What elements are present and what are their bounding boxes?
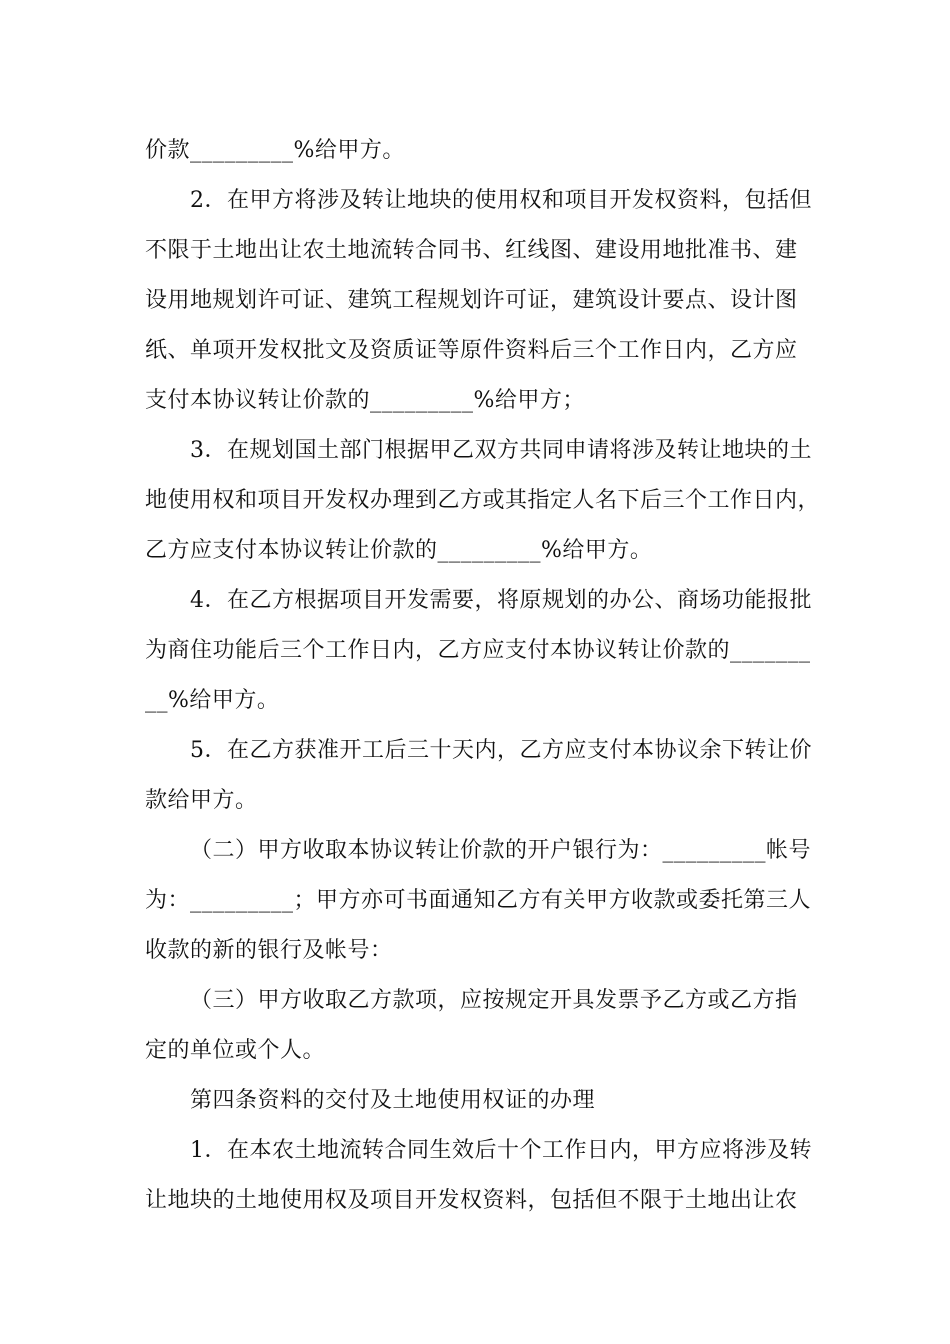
text-line: 款给甲方。 [145,788,258,813]
text-line: 收款的新的银行及帐号： [145,938,393,963]
text-line: __%给甲方。 [145,688,280,713]
text-line: 2．在甲方将涉及转让地块的使用权和项目开发权资料，包括但 [190,188,812,213]
text-line: 让地块的土地使用权及项目开发权资料，包括但不限于土地出让农 [145,1188,798,1213]
text-line: 5．在乙方获准开工后三十天内，乙方应支付本协议余下转让价 [190,738,812,763]
text-line: 地使用权和项目开发权办理到乙方或其指定人名下后三个工作日内， [145,488,821,513]
text-line: 定的单位或个人。 [145,1038,326,1063]
text-line: 为：_________；甲方亦可书面通知乙方有关甲方收款或委托第三人 [145,888,812,913]
text-line: 价款_________%给甲方。 [145,138,405,163]
text-line: 4．在乙方根据项目开发需要，将原规划的办公、商场功能报批 [190,588,812,613]
text-line: 1．在本农土地流转合同生效后十个工作日内，甲方应将涉及转 [190,1138,812,1163]
text-line: （三）甲方收取乙方款项，应按规定开具发票予乙方或乙方指 [190,988,798,1013]
section-heading: 第四条资料的交付及土地使用权证的办理 [190,1088,596,1113]
text-line: 纸、单项开发权批文及资质证等原件资料后三个工作日内，乙方应 [145,338,798,363]
text-line: 不限于土地出让农土地流转合同书、红线图、建设用地批准书、建 [145,238,798,263]
text-line: 乙方应支付本协议转让价款的_________%给甲方。 [145,538,653,563]
text-line: 为商住功能后三个工作日内，乙方应支付本协议转让价款的_______ [145,638,811,663]
text-line: 支付本协议转让价款的_________%给甲方； [145,388,585,413]
text-line: 3．在规划国土部门根据甲乙双方共同申请将涉及转让地块的土 [190,438,812,463]
text-line: （二）甲方收取本协议转让价款的开户银行为：_________帐号 [190,838,812,863]
text-line: 设用地规划许可证、建筑工程规划许可证，建筑设计要点、设计图 [145,288,798,313]
